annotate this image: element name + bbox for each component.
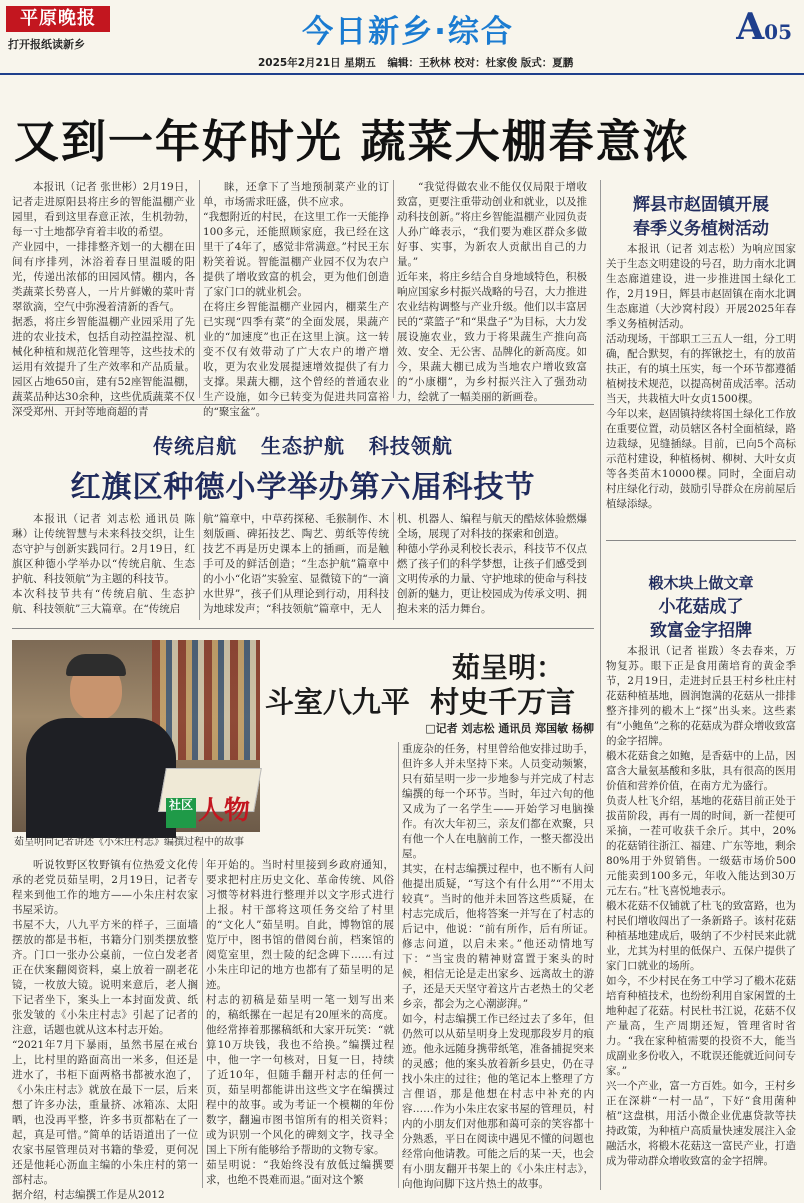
date-line [258,55,573,70]
masthead [0,0,804,80]
science-col3-text: 机、机器人、编程与航天的酷炫体验燃爆全场，展现了对科技的探索和创造。 种德小学孙灵利校长表示，科技节不仅点燃了孩子们的科学梦想，让孩子们感受到文明传承的力量、守护地球的使命与科技创新的魅力，更让校园成为传承文明、拥抱未来的活力舞台。 [397,513,587,615]
right-bottom-body [606,644,796,1188]
main-story-col1 [12,180,195,418]
column-divider [199,512,200,620]
section-divider [606,540,796,541]
slogan: 打开报纸读新乡 [8,38,85,51]
feature-col2 [206,858,394,1188]
publish-date: 2025年2月21日 星期五 [258,57,376,69]
feature-headline-line1: 茹呈明： [451,651,564,684]
science-col2-text: 航”篇章中，中草药探秘、毛猴制作、木刻版画、碑拓技艺、陶艺、剪纸等传统技艺不再是历史课本上的插画，而是触手可及的鲜活创造；“生态护航”篇章中的小小“化语”实验室、显微镜下的“一滴水世界”，孩子们从理论到行动，用科技为地球发声；“科技领航”篇章中，无人 [203,513,389,615]
page-letter: A [736,6,765,48]
right-bottom-headline-line1: 小花菇成了 [658,597,744,617]
science-story-col1 [12,512,195,622]
section-divider [12,628,594,629]
masthead-rule [0,73,804,75]
main-story-col3 [397,180,587,403]
main-col2-text: 睐，还拿下了当地预制菜产业的订单，市场需求旺盛，供不应求。 “我想附近的村民，在这里工作一天能挣100多元，还能照顾家庭，我已经在这里干了4年了，感觉非常满意。”村民王东粉笑着说。智能温棚产业园不仅为农户提供了增收致富的机会，更为他们创造了家门口的就业机会。 在将庄乡智能温棚产业园内，棚菜生产已实现“四季有菜”的全面发展，果蔬产业的“加速度”也正在这里上演。这一转变不仅有效带动了广大农户的增产增收，更为农业发展提速增效提供了有力支撑。果蔬大棚，这个曾经的普通农业生产设施，如今已转变为促进共同富裕的“聚宝盆”。 [203,181,389,418]
editor-credits: 编辑：王秋林 校对：杜家俊 版式：夏鹏 [387,57,574,69]
column-divider [202,858,203,1188]
feature-col2-text: 年开始的。当时村里接到乡政府通知，要求把村庄历史文化、革命传统、风俗习惯等材料进行整理并以文字形式进行上报。村干部将这项任务交给了村里的“文化人”茹呈明。自此，博物馆的展览厅中，图书馆的借阅台前，档案馆的阅览室里，烈士陵的纪念碑下……有过小朱庄印记的地方也都有了茹呈明的足迹。 村志的初稿是茹呈明一笔一划写出来的，稿纸摞在一起足有20厘米的高度。他经常捧着那摞稿纸和大家开玩笑：“就算10万块钱，我也不给换。”编撰过程中，他一字一句核对，日复一日，持续了近10年，但随手翻开村志的任何一页，茹呈明都能讲出这些文字在编撰过程中的故事。或为考证一个模糊的年份数字，翻遍市图书馆所有的相关资料；或为识别一个风化的碑刻文字，找寻全国上下所有能够给予帮助的文物专家。 茹呈明说：“我始终没有放低过编撰要求，也绝不畏难而退。”面对这个繁 [206,859,394,1186]
feature-col3 [402,742,594,1188]
feature-byline: □记者 刘志松 通讯员 郑国敏 杨柳 [425,722,594,735]
main-col1-text: 本报讯（记者 张世彬）2月19日，记者走进原阳县将庄乡的智能温棚产业园里，看到这里春意正浓，生机勃勃，每一寸土地都孕育着丰收的希望。 产业园中，一排排整齐划一的大棚在田间有序排列，沐浴着春日里温暖的阳光，传递出浓郁的田园风情。棚内，各类蔬菜长势喜人，一片片鲜嫩的菜叶青翠欲滴，空气中弥漫着清新的香气。 据悉，将庄乡智能温棚产业园采用了先进的农业技术，包括自动控温控湿、机械化种植和规范化管理等，这些技术的运用有效提升了生产效率和产品质量。园区占地650亩，建有52座智能温棚，蔬菜品种达30余种，这些优质蔬菜不仅深受郑州、开封等地商超的青 [12,181,195,418]
science-kicker: 传统启航 生态护航 科技领航 [153,434,453,458]
main-headline: 又到一年好时光 蔬菜大棚春意浓 [14,115,690,168]
badge-community: 社区 [166,798,196,828]
science-story-col2 [203,512,389,622]
badge-people: 人物 [198,796,251,826]
right-top-headline-line2: 春季义务植树活动 [633,219,769,239]
column-divider [393,512,394,620]
right-column-divider [600,180,601,1190]
feature-col1 [12,858,198,1201]
page-num: 05 [764,20,792,44]
newspaper-logo [6,6,110,32]
right-bottom-headline-line2: 致富金字招牌 [650,621,752,641]
feature-col3-text: 重庞杂的任务，村里曾给他安排过助手，但许多人并未坚持下来。人员变动频繁，只有茹呈明一步一步地参与并完成了村志编撰的每一个环节。当时，年过六旬的他又成为了一名学生——开始学习电脑操作。有次大年初三，亲友们都在欢聚，只有他一个人在电脑前工作，一整天都没出屋。 其实，在村志编撰过程中，也不断有人问他提出质疑，“写这个有什么用”“不用太较真”。当时的他并未回答这些质疑，在村志完成后，他将答案一并写在了村志的后记中，他说：“前有所作，后有所证。修志问道，以启未来。”他还动情地写下：“当宝贵的精神财富置于案头的时候，相信无论是走出家乡、远离故土的游子，还是天天坚守着这片古老热土的父老乡亲，都会为之心潮澎湃。” 如今，村志编撰工作已经过去了多年，但仍然可以从茹呈明身上发现那段岁月的痕迹。他永远随身携带纸笔，准备捕捉突来的灵感；他的案头放着新乡县史，仍在寻找小朱庄的过往；他的笔记本上整理了方言俚语，那是他想在村志中补充的内容……作为小朱庄农家书屋的管理员，村内的小朋友们对他那和蔼可亲的笑容都十分熟悉，平日在阅读中遇见不懂的问题也经常向他请教。可能之后的某一天，也会有小朋友翻开书架上的《小朱庄村志》，向他询问脚下这片热土的故事。 [402,743,594,1190]
feature-headline-line2: 斗室八九平 村史千万言 [264,685,576,719]
section-title: 今日新乡·综合 [302,14,514,50]
right-bottom-body-text: 本报讯（记者 崔跋）冬去春来，万物复苏。眼下正是食用菌培育的黄金季节，2月19日，走进封丘县王村乡杜庄村花菇种植基地，圆润饱满的花菇从一排排整齐排列的椴木上“探”出头来。这些素有“小鲍鱼”之称的花菇成为群众增收致富的金字招牌。 椴木花菇食之如鲍，是香菇中的上品，因富含大量氨基酸和多肽，具有很高的医用价值和营养价值，在南方尤为盛行。 负责人杜飞介绍，基地的花菇目前正处于拔苗阶段，再有一周的时间，新一茬便可采摘，一茬可收获千余斤。其中，20%的花菇销往浙江、福建、广东等地，剩余80%用于外贸销售。一级菇市场价500元能卖到100多元，年收入能达到30万元左右。”杜飞喜悦地表示。 椴木花菇不仅铺就了杜飞的致富路，也为村民们增收闯出了一条新路子。该村花菇种植基地建成后，吸纳了不少村民来此就业，尤其为村里的低保户、五保户提供了家门口就业的场所。 如今，不少村民在务工中学习了椴木花菇培育种植技术，也纷纷利用自家闲置的土地种起了花菇。村民杜书江说，花菇不仅产量高，生产周期还短，管理省时省力。“我在家种植需要的投资不大，能当成副业多份收入，不耽误还能就近问问专家。” 兴一个产业，富一方百姓。如今，王村乡正在深耕“一村一品”，下好“食用菌种植”这盘棋，用活小微企业优惠贷款等扶持政策，为种植户高质量快速发展注入金融活水，将椴木花菇这一富民产业，打造成为带动群众增收致富的金字招牌。 [606,645,796,1167]
page-number [736,6,792,48]
right-top-body [606,242,796,527]
right-top-body-text: 本报讯（记者 刘志松）为响应国家关于生态文明建设的号召，助力南水北调生态廊道建设，进一步推进国土绿化工作，2月19日，辉县市赵固镇在南水北调生态廊道（大沙窝村段）开展2025年春季义务植树活动。 活动现场，干部职工三五人一组，分工明确，配合默契，有的挥锹挖土，有的放苗扶正，有的填土压实，每一个环节都遵循植树技术规范，以提高树苗成活率。活动当天，共栽植大叶女贞1500棵。 今年以来，赵固镇持续将国土绿化工作放在重要位置，动员辖区各村全面植绿，路边栽绿，见缝插绿。目前，已向5个高标示范村建设，种植杨树、柳树、大叶女贞等各类苗木10000棵。同时，全面启动村庄绿化行动，鼓励引导群众在房前屋后植绿添绿。 [606,243,796,510]
main-story-col2 [203,180,389,418]
column-divider [398,742,399,1188]
feature-photo [12,640,260,832]
cap-shape [66,654,126,676]
science-col1-text: 本报讯（记者 刘志松 通讯员 陈琳）让传统智慧与未来科技交织，让生态守护与创新实践同行。2月19日，红旗区种德小学举办以“传统启航、生态护航、科技领航”为主题的科技节。 本次科技节共有“传统启航、生态护航、科技领航”三大篇章。在“传统启 [12,513,195,615]
section-divider [12,404,594,405]
right-bottom-kicker: 椴木块上做文章 [648,574,754,592]
science-story-col3 [397,512,587,622]
column-divider [393,180,394,398]
science-headline: 红旗区种德小学举办第六届科技节 [70,470,536,505]
man-body-shape [26,718,176,838]
photo-caption: 茹呈明向记者讲述《小朱庄村志》编撰过程中的故事 [14,837,244,848]
main-col3-text: “我觉得做农业不能仅仅局限于增收致富，更要注重带动创业和就业，以及推动科技创新。”将庄乡智能温棚产业园负责人孙广峰表示，“我们要为难区群众多做好事、实事，为新农人贡献出自己的力量。” 近年来，将庄乡结合自身地域特色，积极响应国家乡村振兴战略的号召，大力推进农业结构调整与产业升级。他们以丰富居民的“菜篮子”和“果盘子”为目标，大力发展设施农业，致力于将果蔬生产推向高效、安全、无公害、品牌化的新高度。如今，果蔬大棚已成为当地农户增收致富的“小康棚”，为乡村振兴注入了强劲动力，绘就了一幅美丽的新画卷。 [397,181,587,403]
feature-col1-text: 听说牧野区牧野镇有位热爱文化传承的老党员茹呈明，2月19日，记者专程来到他工作的地方——小朱庄村农家书屋采访。 书屋不大，八九平方米的样子，三面墙摆放的都是书柜，书籍分门别类摆放整齐。门口一张办公桌前，一位白发老者正在伏案翻阅资料，桌上放着一副老花镜，一枚放大镜。说明来意后，老人搁下记者坐下，案头上一本封面发黄、纸张发皱的《小朱庄村志》引起了记者的注意，话题也就从这本村志开始。 “2021年7月下暴雨，虽然书屋在戒台上，比村里的路面高出一米多，但还是进水了，书柜下面两格书都被水泡了，《小朱庄村志》就放在最下一层，后来想了许多办法，重量挤、冰箱冻、太阳晒，也没再平整，许多书页都粘在了一起，真是可惜。”简单的话语道出了一位农家书屋管理员对书籍的挚爱，更何况还是他耗心沥血主编的小朱庄村的第一部村志。 据介绍，村志编撰工作是从2012 [12,859,198,1201]
column-divider [199,180,200,398]
logo-text: 平原晚报 [20,8,96,29]
right-top-headline-line1: 辉县市赵固镇开展 [633,195,769,215]
